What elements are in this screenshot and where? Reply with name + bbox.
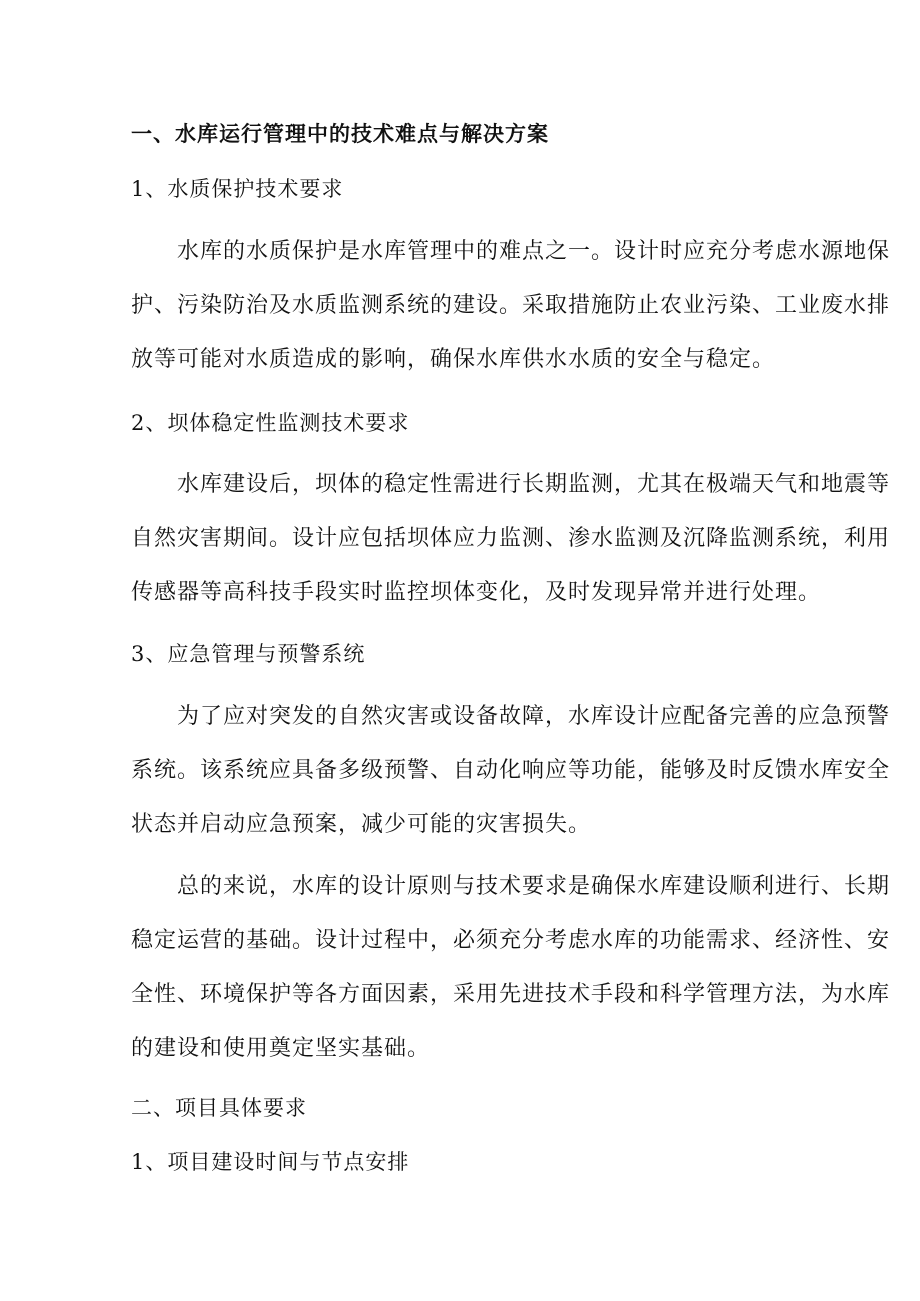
- paragraph-line: 系统。该系统应具备多级预警、自动化响应等功能，能够及时反馈水库安全: [131, 758, 891, 783]
- subsection-4-heading: 1、项目建设时间与节点安排: [131, 1150, 410, 1174]
- section-1-heading: 一、水库运行管理中的技术难点与解决方案: [131, 122, 549, 146]
- paragraph-summary: [131, 860, 891, 1076]
- paragraph-water-quality: [131, 225, 891, 387]
- paragraph-line: 传感器等高科技手段实时监控坝体变化，及时发现异常并进行处理。: [131, 580, 822, 605]
- section-2-heading: 二、项目具体要求: [131, 1096, 307, 1120]
- paragraph-line: 稳定运营的基础。设计过程中，必须充分考虑水库的功能需求、经济性、安: [131, 928, 891, 953]
- paragraph-line: 水库建设后，坝体的稳定性需进行长期监测，尤其在极端天气和地震等: [177, 472, 891, 497]
- paragraph-line: 总的来说，水库的设计原则与技术要求是确保水库建设顺利进行、长期: [177, 874, 891, 899]
- paragraph-line: 自然灾害期间。设计应包括坝体应力监测、渗水监测及沉降监测系统，利用: [131, 526, 891, 551]
- subsection-2-heading: 2、坝体稳定性监测技术要求: [131, 411, 410, 435]
- paragraph-line: 的建设和使用奠定坚实基础。: [131, 1036, 431, 1061]
- paragraph-line: 状态并启动应急预案，减少可能的灾害损失。: [131, 812, 592, 837]
- subsection-1-heading: 1、水质保护技术要求: [131, 177, 344, 201]
- paragraph-line: 放等可能对水质造成的影响，确保水库供水水质的安全与稳定。: [131, 347, 776, 372]
- paragraph-line: 护、污染防治及水质监测系统的建设。采取措施防止农业污染、工业废水排: [131, 293, 891, 318]
- paragraph-emergency: [131, 690, 891, 852]
- paragraph-dam-stability: [131, 458, 891, 620]
- paragraph-line: 水库的水质保护是水库管理中的难点之一。设计时应充分考虑水源地保: [177, 239, 891, 264]
- paragraph-line: 全性、环境保护等各方面因素，采用先进技术手段和科学管理方法，为水库: [131, 982, 891, 1007]
- subsection-3-heading: 3、应急管理与预警系统: [131, 642, 366, 666]
- paragraph-line: 为了应对突发的自然灾害或设备故障，水库设计应配备完善的应急预警: [177, 704, 891, 729]
